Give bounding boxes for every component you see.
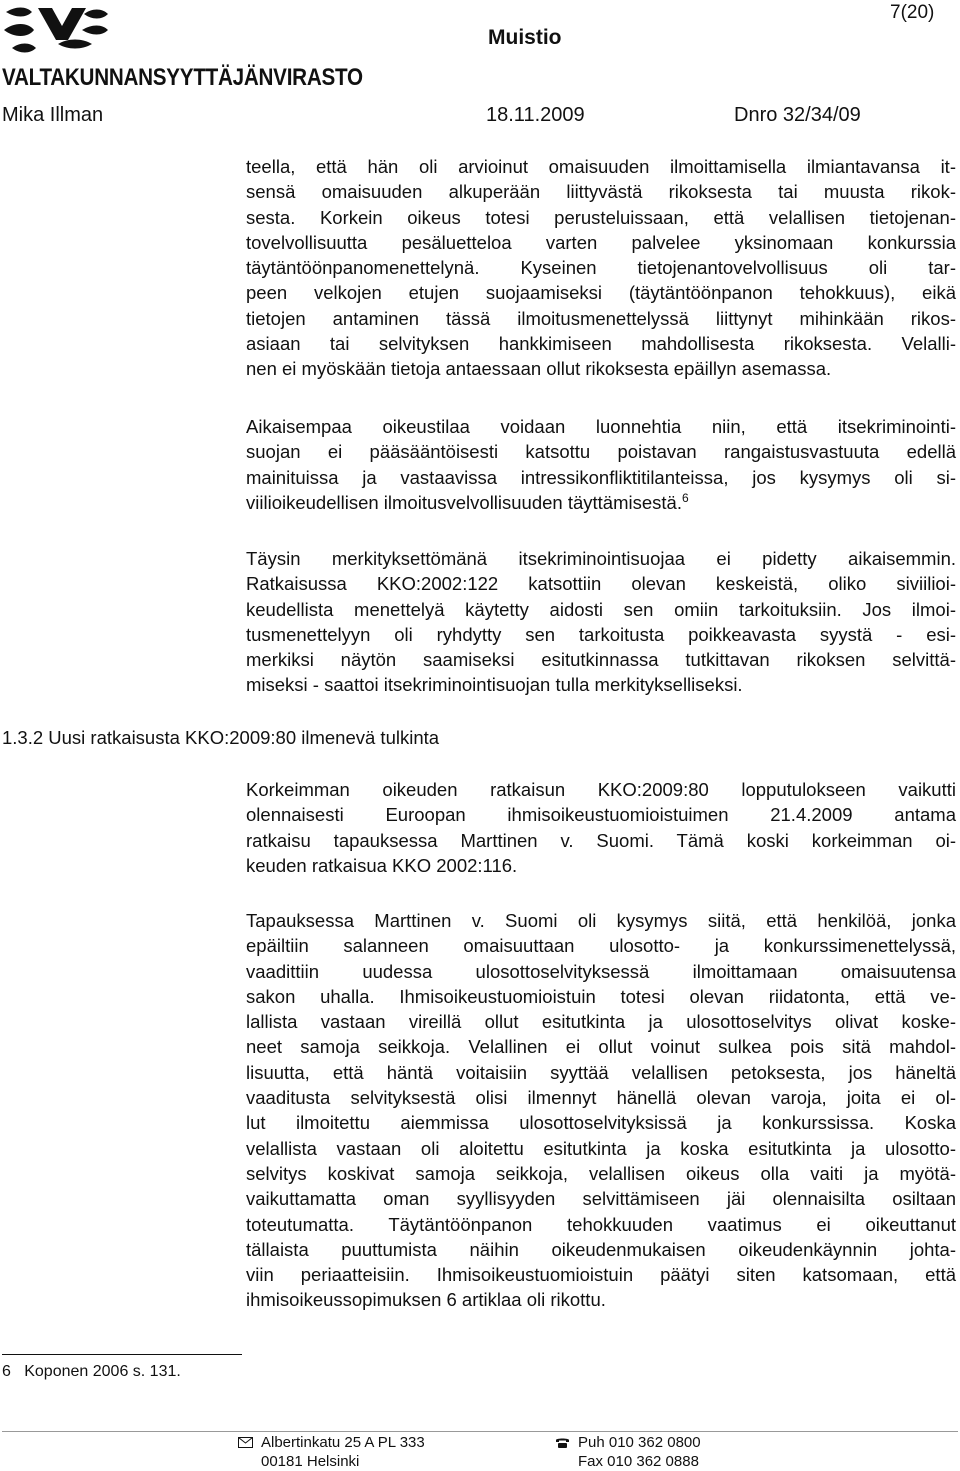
text-line: neet samoja seikkoja. Velallinen ei ollut voinut sulkea pois sitä mahdol- [246, 1036, 956, 1058]
paragraph [246, 546, 956, 698]
logo-emblem-icon [2, 4, 112, 62]
text-line: Tapauksessa Marttinen v. Suomi oli kysymys siitä, että henkilöä, jonka [246, 910, 956, 931]
text-line: sakon uhalla. Ihmisoikeustuomioistuin totesi olevan riidatonta, että ve- [246, 985, 956, 1007]
text-line: velallista vastaan oli aloitettu esitutkinta ja koska esitutkinta ja ulosotto- [246, 1137, 956, 1159]
document-date: 18.11.2009 [486, 104, 585, 126]
paragraph [246, 154, 956, 382]
envelope-icon [238, 1437, 253, 1448]
text-line: olennaisesti Euroopan ihmisoikeustuomioistuimen 21.4.2009 antama [246, 804, 956, 826]
logo [2, 4, 363, 92]
text-line: Täysin merkityksettömänä itsekriminointisuojaa ei pidetty aikaisemmin. [246, 548, 956, 569]
text-line: ihmisoikeussopimuksen 6 artiklaa oli rikottu. [246, 1289, 606, 1311]
text-line: lut ilmoitettu aiemmissa ulosottoselvityksissä ja konkurssissa. Koska [246, 1112, 956, 1134]
fax-number: Fax 010 362 0888 [578, 1453, 699, 1470]
text-line: keuden ratkaisua KKO 2002:116. [246, 854, 518, 876]
record-number: Dnro 32/34/09 [734, 104, 861, 126]
footer-contact [555, 1433, 701, 1471]
text-line: lisuutta, että häntä voitaisiin syyttää velallisen petoksesta, jos häneltä [246, 1061, 956, 1083]
text-line: nen ei myöskään tietoja antaessaan ollut rikoksesta epäillyn asemassa. [246, 358, 832, 380]
text-line: vaaditusta selvityksestä olisi ilmennyt hänellä olevan varoja, joita ei ol- [246, 1087, 956, 1109]
text-line: miseksi - saattoi itsekriminointisuojan tulla merkitykselliseksi. [246, 674, 743, 696]
footnote-reference: 6 [681, 490, 689, 505]
text-line: toteutumatta. Täytäntöönpanon tehokkuuden vaatimus ei oikeuttanut [246, 1213, 956, 1235]
paragraph [246, 777, 956, 878]
author: Mika Illman [2, 104, 104, 126]
text-line: teella, että hän oli arvioinut omaisuuden ilmoittamisella ilmiantavansa it- [246, 156, 956, 177]
text-line: lallista vastaan vireillä ollut esitutkinta ja ulosottoselvitys olivat koske- [246, 1011, 956, 1033]
text-line: peen velkojen etujen suojaamiseksi (täytäntöönpanon tehokkuus), eikä [246, 282, 956, 304]
text-line: suojan ei pääsääntöisesti katsottu poistavan rangaistusvastuuta edellä [246, 441, 956, 463]
text-line-content: viilioikeudellisen ilmoitusvelvollisuuden täyttämisestä. [246, 491, 682, 513]
text-line [246, 490, 956, 515]
text-line: Ratkaisussa KKO:2002:122 katsottiin olevan keskeistä, oliko siviilioi- [246, 573, 956, 595]
footer-separator [2, 1431, 958, 1432]
phone-line [555, 1433, 701, 1452]
address-postal: 00181 Helsinki [261, 1453, 360, 1470]
document-type: Muistio [488, 26, 562, 49]
text-line: tovelvollisuutta pesäluetteloa varten palvelee yksinomaan konkurssia [246, 231, 956, 253]
text-line: täytäntöönpanomenettelynä. Kyseinen tietojenantovelvollisuus oli tar- [246, 257, 956, 279]
text-line: selvitys koskivat samoja seikkoja, velallisen oikeus olla vaiti ja myötä- [246, 1162, 956, 1184]
address-street: Albertinkatu 25 A PL 333 [261, 1434, 425, 1451]
text-line: tällaista puuttumista näihin oikeudenmukaisen oikeudenkäynnin johta- [246, 1238, 956, 1260]
text-line: epäiltiin salanneen omaisuuttaan ulosotto- ja konkurssimenettelyssä, [246, 935, 956, 957]
text-line: vaadittiin uudessa ulosottoselvityksessä ilmoittamaan omaisuutensa [246, 960, 956, 982]
footer-address [238, 1433, 425, 1471]
footnote: 6 Koponen 2006 s. 131. [2, 1363, 181, 1380]
paragraph [246, 414, 956, 515]
paragraph [246, 908, 956, 1313]
organization-name: VALTAKUNNANSYYTTÄJÄNVIRASTO [2, 64, 363, 91]
text-line: tietojen antaminen tässä ilmoitusmenettelyssä liittynyt mihinkään rikos- [246, 307, 956, 329]
address-line [238, 1433, 425, 1452]
text-line: sesta. Korkein oikeus totesi perusteluissaan, että velallisen tietojenan- [246, 206, 956, 228]
text-line: merkiksi näytön saamiseksi esitutkinnassa tutkittavan rikoksen selvittä- [246, 649, 956, 671]
text-line: viin periaatteisiin. Ihmisoikeustuomioistuin päätyi siten katsomaan, että [246, 1264, 956, 1286]
text-line: vaikuttamatta oman syyllisyyden selvittämiseen jäi olennaisilta osiltaan [246, 1188, 956, 1210]
text-line: mainituissa ja vastaavissa intressikonfliktitilanteissa, jos kysymys oli si- [246, 466, 956, 488]
text-line: Aikaisempaa oikeustilaa voidaan luonnehtia niin, että itsekriminointi- [246, 416, 956, 437]
text-line: ratkaisu tapauksessa Marttinen v. Suomi. Tämä koski korkeimman oi- [246, 829, 956, 851]
phone-number: Puh 010 362 0800 [578, 1434, 701, 1451]
text-line: asiaan tai selvityksen hankkimiseen mahdollisesta rikoksesta. Velalli- [246, 333, 956, 355]
section-heading: 1.3.2 Uusi ratkaisusta KKO:2009:80 ilmenevä tulkinta [2, 727, 440, 748]
text-line: tusmenettelyyn oli ryhdytty sen tarkoitusta poikkeavasta syystä - esi- [246, 623, 956, 645]
telephone-icon [555, 1437, 570, 1448]
footnote-separator [2, 1354, 242, 1355]
text-line: Korkeimman oikeuden ratkaisun KKO:2009:80 lopputulokseen vaikutti [246, 779, 956, 800]
text-line: sensä omaisuuden alkuperään liittyvästä rikoksesta tai muusta rikok- [246, 181, 956, 203]
text-line: keudellista menettelyä käytetty aidosti sen omiin tarkoituksiin. Jos ilmoi- [246, 598, 956, 620]
page-number: 7(20) [890, 2, 935, 23]
